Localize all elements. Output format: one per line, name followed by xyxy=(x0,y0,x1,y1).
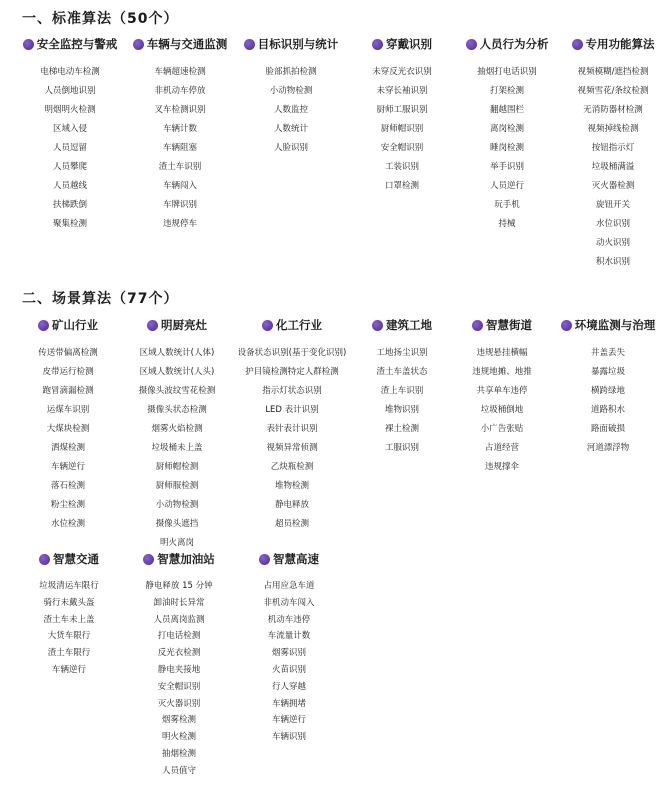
category-column xyxy=(456,34,558,272)
algorithm-item: 渣土车限行 xyxy=(47,648,91,659)
algorithm-item: 举手识别 xyxy=(489,162,524,172)
algorithm-item: 厨师工服识别 xyxy=(376,105,428,115)
algorithm-item: 机动车违停 xyxy=(267,614,311,625)
algorithm-list xyxy=(372,63,432,196)
category-header xyxy=(572,34,655,54)
algorithm-list xyxy=(263,578,314,746)
algorithm-item: 摄像头波纹雪花检测 xyxy=(138,386,216,396)
algorithm-item: 反光衣检测 xyxy=(157,648,201,659)
algorithm-item: 翻越围栏 xyxy=(489,105,524,115)
algorithm-item: 厨师帽检测 xyxy=(155,462,199,472)
algorithm-item: 占用应急车道 xyxy=(263,581,315,591)
algorithm-item: 离岗检测 xyxy=(489,124,524,134)
algorithm-list xyxy=(39,578,99,679)
algorithm-item: 小动物检测 xyxy=(155,500,199,510)
algorithm-item: 按钮指示灯 xyxy=(591,143,635,153)
algorithm-item: 垃圾清运车限行 xyxy=(39,581,99,591)
algorithm-item: 明火离岗 xyxy=(159,538,194,548)
algorithm-item: 人员值守 xyxy=(161,765,196,776)
scene-algorithms-grid-2 xyxy=(14,549,344,780)
ai-badge-icon xyxy=(244,39,255,50)
algorithm-item: 粉尘检测 xyxy=(50,500,85,510)
algorithm-item: 旋钮开关 xyxy=(595,200,630,210)
category-column xyxy=(122,315,232,553)
algorithm-item: 区域人数统计(人头) xyxy=(139,367,215,377)
algorithm-item: 违规停车 xyxy=(162,219,197,229)
algorithm-item: 视频掉线检测 xyxy=(587,124,639,134)
algorithm-item: 烟雾火焰检测 xyxy=(151,424,203,434)
category-header xyxy=(23,34,118,54)
ai-badge-icon xyxy=(561,320,572,331)
algorithm-item: 叉车检测识别 xyxy=(154,105,206,115)
algorithm-item: 车辆逆行 xyxy=(50,462,85,472)
algorithm-item: 区域人数统计(人体) xyxy=(139,348,215,358)
algorithm-item: 传送带偏离检测 xyxy=(38,348,98,358)
algorithm-item: 大煤块检测 xyxy=(46,424,90,434)
algorithm-item: 打架检测 xyxy=(489,86,524,96)
algorithm-item: 口罩检测 xyxy=(384,181,419,191)
category-header xyxy=(259,549,319,569)
algorithm-item: 车辆计数 xyxy=(162,124,197,134)
algorithm-item: 暴露垃圾 xyxy=(590,367,625,377)
algorithm-item: 运煤车识别 xyxy=(46,405,90,415)
ai-badge-icon xyxy=(39,554,50,565)
algorithm-list xyxy=(40,63,100,234)
category-column xyxy=(558,34,665,272)
algorithm-item: 垃圾桶满溢 xyxy=(591,162,635,172)
algorithm-item: 道路积水 xyxy=(590,405,625,415)
algorithm-item: 未穿长袖识别 xyxy=(376,86,428,96)
algorithm-item: 厨师帽识别 xyxy=(380,124,424,134)
algorithm-item: 烟雾检测 xyxy=(161,715,196,726)
algorithm-item: 人员逆行 xyxy=(489,181,524,191)
ai-badge-icon xyxy=(147,320,158,331)
category-header xyxy=(472,315,532,335)
algorithm-list xyxy=(587,344,630,458)
category-header xyxy=(372,315,432,335)
algorithm-item: 大货车限行 xyxy=(47,631,91,642)
category-header xyxy=(133,34,228,54)
category-column xyxy=(14,549,124,780)
ai-badge-icon xyxy=(572,39,583,50)
algorithm-item: 脸部抓拍检测 xyxy=(265,67,317,77)
algorithm-item: 静电释放 15 分钟 xyxy=(145,581,213,591)
algorithm-item: 设备状态识别(基于变化识别) xyxy=(237,348,347,358)
algorithm-item: 车辆超速检测 xyxy=(154,67,206,77)
algorithm-item: 非机动车停放 xyxy=(154,86,206,96)
ai-badge-icon xyxy=(372,39,383,50)
algorithm-list xyxy=(578,63,649,272)
algorithm-list xyxy=(145,578,212,780)
category-title: 智慧街道 xyxy=(486,318,532,332)
scene-algorithms-grid xyxy=(14,315,664,553)
category-column xyxy=(14,34,126,272)
algorithm-item: 动火识别 xyxy=(595,238,630,248)
category-title: 安全监控与警戒 xyxy=(36,37,118,51)
category-title: 环境监测与治理 xyxy=(574,318,656,332)
category-header xyxy=(262,315,322,335)
algorithm-item: 共享单车违停 xyxy=(476,386,528,396)
algorithm-item: 违规地摊、地推 xyxy=(472,367,532,377)
category-header xyxy=(372,34,432,54)
algorithm-item: 车辆拥堵 xyxy=(271,698,306,709)
algorithm-item: 明烟明火检测 xyxy=(44,105,96,115)
category-title: 化工行业 xyxy=(276,318,322,332)
algorithm-item: 未穿反光衣识别 xyxy=(372,67,432,77)
category-title: 智慧加油站 xyxy=(157,552,215,566)
algorithm-item: 扶梯跌倒 xyxy=(52,200,87,210)
category-column xyxy=(14,315,122,553)
algorithm-item: 工服识别 xyxy=(384,443,419,453)
algorithm-item: 摄像头遮挡 xyxy=(155,519,199,529)
algorithm-list xyxy=(139,344,216,553)
algorithm-item: 车辆逆行 xyxy=(51,664,86,675)
algorithm-item: 安全帽识别 xyxy=(157,681,201,692)
algorithm-item: 堆物检测 xyxy=(274,481,309,491)
algorithm-item: 区域入侵 xyxy=(52,124,87,134)
algorithm-item: 灭火器识别 xyxy=(157,698,201,709)
ai-badge-icon xyxy=(133,39,144,50)
category-title: 建筑工地 xyxy=(386,318,432,332)
algorithm-item: 卸油时长异常 xyxy=(153,597,205,608)
ai-badge-icon xyxy=(23,39,34,50)
algorithm-list xyxy=(472,344,532,477)
algorithm-item: 占道经营 xyxy=(484,443,519,453)
algorithm-item: 静电释放 xyxy=(274,500,309,510)
algorithm-item: 乙炔瓶检测 xyxy=(270,462,314,472)
category-title: 目标识别与统计 xyxy=(257,37,339,51)
algorithm-item: 跑冒滴漏检测 xyxy=(42,386,94,396)
algorithm-item: 超员检测 xyxy=(274,519,309,529)
algorithm-item: 厨师服检测 xyxy=(155,481,199,491)
algorithm-item: 渣土车盖状态 xyxy=(376,367,428,377)
algorithm-item: 安全帽识别 xyxy=(380,143,424,153)
algorithm-item: 小动物检测 xyxy=(269,86,313,96)
algorithm-item: 非机动车闯入 xyxy=(263,597,315,608)
algorithm-item: 火苗识别 xyxy=(271,664,306,675)
algorithm-list xyxy=(38,344,98,534)
algorithm-item: 小广告张贴 xyxy=(480,424,524,434)
algorithm-item: 水位检测 xyxy=(50,519,85,529)
category-column xyxy=(552,315,664,553)
category-title: 人员行为分析 xyxy=(479,37,549,51)
algorithm-item: 睡岗检测 xyxy=(489,143,524,153)
category-column xyxy=(348,34,456,272)
algorithm-item: 人数监控 xyxy=(273,105,308,115)
algorithm-item: 打电话检测 xyxy=(157,631,201,642)
category-title: 穿戴识别 xyxy=(386,37,432,51)
algorithm-item: 视频雪花/条纹检测 xyxy=(577,86,649,96)
category-header xyxy=(466,34,549,54)
ai-badge-icon xyxy=(38,320,49,331)
algorithm-item: 聚集检测 xyxy=(52,219,87,229)
algorithm-item: 灭火器检测 xyxy=(591,181,635,191)
algorithm-item: 指示灯状态识别 xyxy=(262,386,322,396)
algorithm-list xyxy=(376,344,427,458)
algorithm-item: 车牌识别 xyxy=(162,200,197,210)
algorithm-item: 工装识别 xyxy=(384,162,419,172)
algorithm-list xyxy=(477,63,537,234)
algorithm-item: 表针表计识别 xyxy=(266,424,318,434)
algorithm-list xyxy=(154,63,205,234)
algorithm-item: 抽烟打电话识别 xyxy=(477,67,537,77)
algorithm-item: 工地扬尘识别 xyxy=(376,348,428,358)
category-column xyxy=(126,34,234,272)
algorithm-item: 电梯电动车检测 xyxy=(40,67,100,77)
algorithm-item: 人员越线 xyxy=(52,181,87,191)
ai-badge-icon xyxy=(372,320,383,331)
category-column xyxy=(234,549,344,780)
category-title: 专用功能算法 xyxy=(585,37,655,51)
algorithm-item: 裸土检测 xyxy=(384,424,419,434)
algorithm-item: 静电夹接地 xyxy=(157,664,201,675)
category-header xyxy=(561,315,656,335)
algorithm-item: 人员离岗监测 xyxy=(153,614,205,625)
category-column xyxy=(452,315,552,553)
algorithm-item: 视频模糊/遮挡检测 xyxy=(577,67,649,77)
algorithm-item: 落石检测 xyxy=(50,481,85,491)
algorithm-item: 持械 xyxy=(498,219,516,229)
ai-badge-icon xyxy=(466,39,477,50)
algorithm-item: 垃圾桶倒地 xyxy=(480,405,524,415)
ai-badge-icon xyxy=(143,554,154,565)
algorithm-item: 垃圾桶未上盖 xyxy=(151,443,203,453)
algorithm-item: LED 表计识别 xyxy=(265,405,319,415)
algorithm-item: 横跨绿地 xyxy=(590,386,625,396)
category-title: 明厨亮灶 xyxy=(161,318,207,332)
category-header xyxy=(143,549,215,569)
category-header xyxy=(38,315,98,335)
algorithm-item: 渣上车识别 xyxy=(380,386,424,396)
algorithm-list xyxy=(238,344,347,534)
category-header xyxy=(39,549,99,569)
algorithm-item: 河道漂浮物 xyxy=(586,443,630,453)
category-header xyxy=(244,34,339,54)
algorithm-item: 摄像头状态检测 xyxy=(147,405,207,415)
algorithm-item: 行人穿越 xyxy=(271,681,306,692)
algorithm-item: 明火检测 xyxy=(161,732,196,743)
algorithm-item: 烟雾识别 xyxy=(271,648,306,659)
category-column xyxy=(124,549,234,780)
algorithm-item: 堆物识别 xyxy=(384,405,419,415)
algorithm-item: 车辆阻塞 xyxy=(162,143,197,153)
ai-badge-icon xyxy=(262,320,273,331)
algorithm-item: 积水识别 xyxy=(595,257,630,267)
algorithm-item: 视频异常侦测 xyxy=(266,443,318,453)
category-title: 车辆与交通监测 xyxy=(146,37,228,51)
algorithm-item: 人员攀爬 xyxy=(52,162,87,172)
algorithm-item: 水位识别 xyxy=(595,219,630,229)
algorithm-item: 人脸识别 xyxy=(273,143,308,153)
algorithm-item: 渣土车未上盖 xyxy=(43,614,95,625)
algorithm-item: 抽烟检测 xyxy=(161,748,196,759)
algorithm-item: 井盖丢失 xyxy=(590,348,625,358)
category-header xyxy=(147,315,207,335)
standard-algorithms-grid xyxy=(14,34,665,272)
ai-badge-icon xyxy=(472,320,483,331)
section-title-scene: 二、场景算法（77个） xyxy=(22,291,179,307)
algorithm-item: 违规悬挂横幅 xyxy=(476,348,528,358)
algorithm-item: 皮带运行检测 xyxy=(42,367,94,377)
algorithm-item: 车辆逆行 xyxy=(271,715,306,726)
ai-badge-icon xyxy=(259,554,270,565)
algorithm-item: 玩手机 xyxy=(494,200,520,210)
algorithm-item: 车辆识别 xyxy=(271,732,306,743)
algorithm-item: 渣土车识别 xyxy=(158,162,202,172)
category-column xyxy=(234,34,348,272)
algorithm-item: 洒煤检测 xyxy=(50,443,85,453)
algorithm-item: 违规撑伞 xyxy=(484,462,519,472)
algorithm-item: 骑行未戴头盔 xyxy=(43,597,95,608)
algorithm-item: 车流量计数 xyxy=(267,631,311,642)
algorithm-item: 人员逗留 xyxy=(52,143,87,153)
category-title: 智慧交通 xyxy=(53,552,99,566)
algorithm-item: 护目镜检测特定人群检测 xyxy=(245,367,339,377)
algorithm-list xyxy=(265,63,316,158)
section-title-standard: 一、标准算法（50个） xyxy=(22,11,179,27)
category-title: 智慧高速 xyxy=(273,552,319,566)
algorithm-item: 无消防器材检测 xyxy=(583,105,643,115)
algorithm-item: 车辆闯入 xyxy=(162,181,197,191)
category-column xyxy=(232,315,352,553)
category-column xyxy=(352,315,452,553)
algorithm-item: 人员倒地识别 xyxy=(44,86,96,96)
algorithm-item: 路面破损 xyxy=(590,424,625,434)
category-title: 矿山行业 xyxy=(52,318,98,332)
algorithm-item: 人数统计 xyxy=(273,124,308,134)
